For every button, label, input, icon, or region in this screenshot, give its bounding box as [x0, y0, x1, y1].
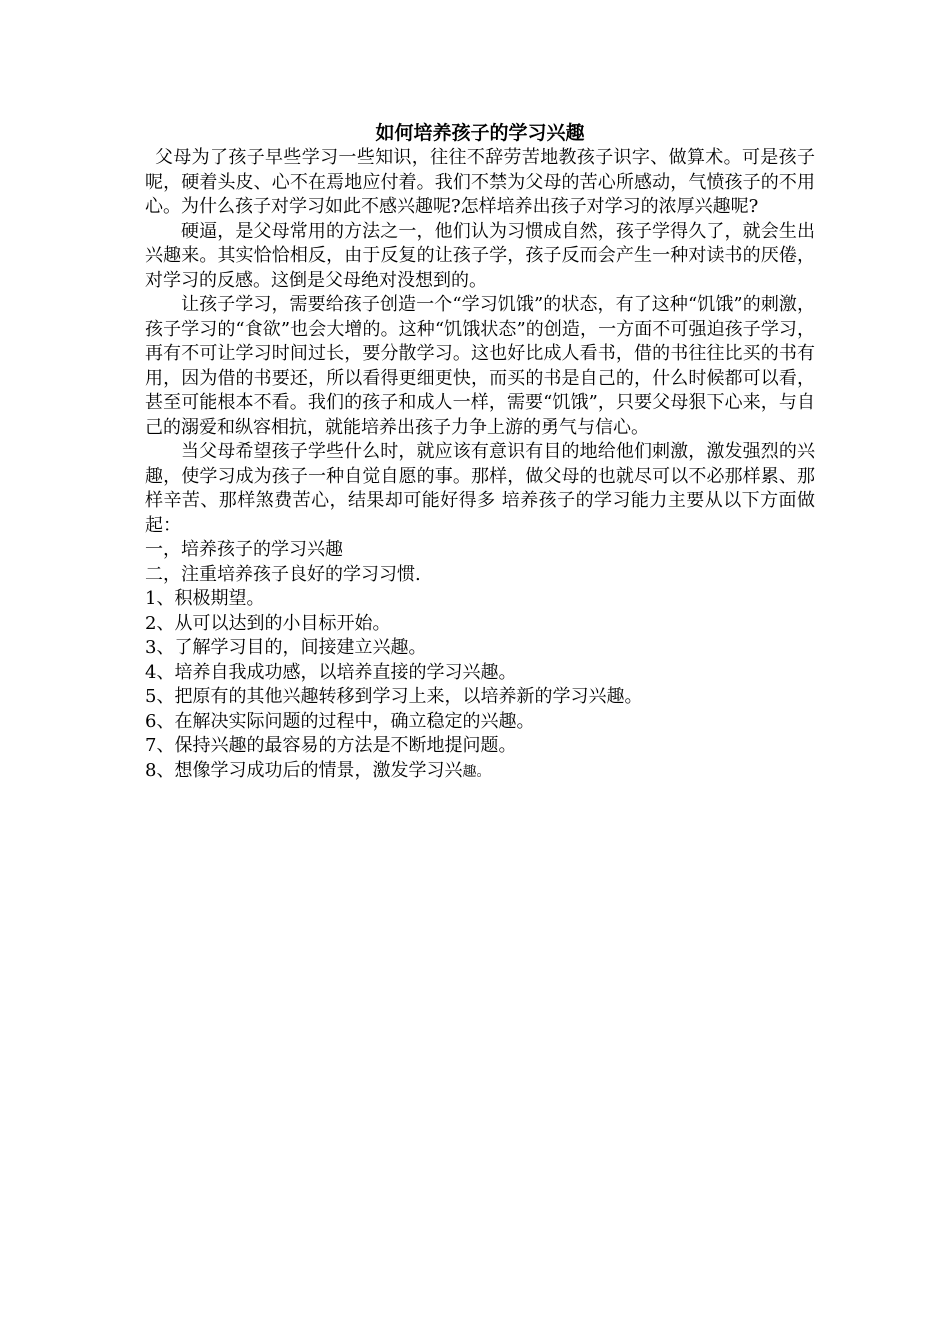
paragraph-4: 当父母希望孩子学些什么时，就应该有意识有目的地给他们刺激，激发强烈的兴趣，使学习成为孩子一种自觉自愿的事。那样，做父母的也就尽可以不必那样累、那样辛苦、那样煞费苦心，结果却可能好得多 培养孩子的学习能力主要从以下方面做起：	[145, 441, 815, 536]
list-item-last-tail: 趣。	[462, 763, 491, 780]
list-item-last	[145, 759, 815, 785]
list-item: 1、积极期望。	[145, 588, 265, 609]
list-item: 3、了解学习目的，间接建立兴趣。	[145, 637, 427, 658]
section-heading-1: 一，培养孩子的学习兴趣	[145, 539, 343, 560]
list-item: 4、培养自我成功感，以培养直接的学习兴趣。	[145, 661, 517, 683]
document-page	[145, 120, 815, 784]
paragraph-2: 硬逼，是父母常用的方法之一，他们认为习惯成自然，孩子学得久了，就会生出兴趣来。其实恰恰相反，由于反复的让孩子学，孩子反而会产生一种对读书的厌倦，对学习的反感。这倒是父母绝对没想到的。	[145, 220, 815, 291]
list-item: 6、在解决实际问题的过程中，确立稳定的兴趣。	[145, 710, 535, 732]
list-item-last-main: 8、想像学习成功后的情景，激发学习兴	[145, 759, 463, 781]
paragraph-3: 让孩子学习，需要给孩子创造一个“学习饥饿”的状态，有了这种“饥饿”的刺激，孩子学习的“食欲”也会大增的。这种“饥饿状态”的创造，一方面不可强迫孩子学习，再有不可让学习时间过长，要分散学习。这也好比成人看书，借的书往往比买的书有用，因为借的书要还，所以看得更细更快，而买的书是自己的，什么时候都可以看，甚至可能根本不看。我们的孩子和成人一样，需要“饥饿”，只要父母狠下心来，与自己的溺爱和纵容相抗，就能培养出孩子力争上游的勇气与信心。	[145, 294, 815, 438]
document-body	[145, 146, 815, 784]
section-heading-2: 二，注重培养孩子良好的学习习惯.	[145, 563, 421, 585]
list-item: 5、把原有的其他兴趣转移到学习上来，以培养新的学习兴趣。	[145, 686, 643, 707]
document-title: 如何培养孩子的学习兴趣	[375, 122, 585, 144]
list-item: 2、从可以达到的小目标开始。	[145, 612, 391, 634]
paragraph-1: 父母为了孩子早些学习一些知识，往往不辞劳苦地教孩子识字、做算术。可是孩子呢，硬着头皮、心不在焉地应付着。我们不禁为父母的苦心所感动，气愤孩子的不用心。为什么孩子对学习如此不感兴趣呢?怎样培养出孩子对学习的浓厚兴趣呢?	[145, 147, 815, 217]
list-item: 7、保持兴趣的最容易的方法是不断地提问题。	[145, 735, 517, 756]
